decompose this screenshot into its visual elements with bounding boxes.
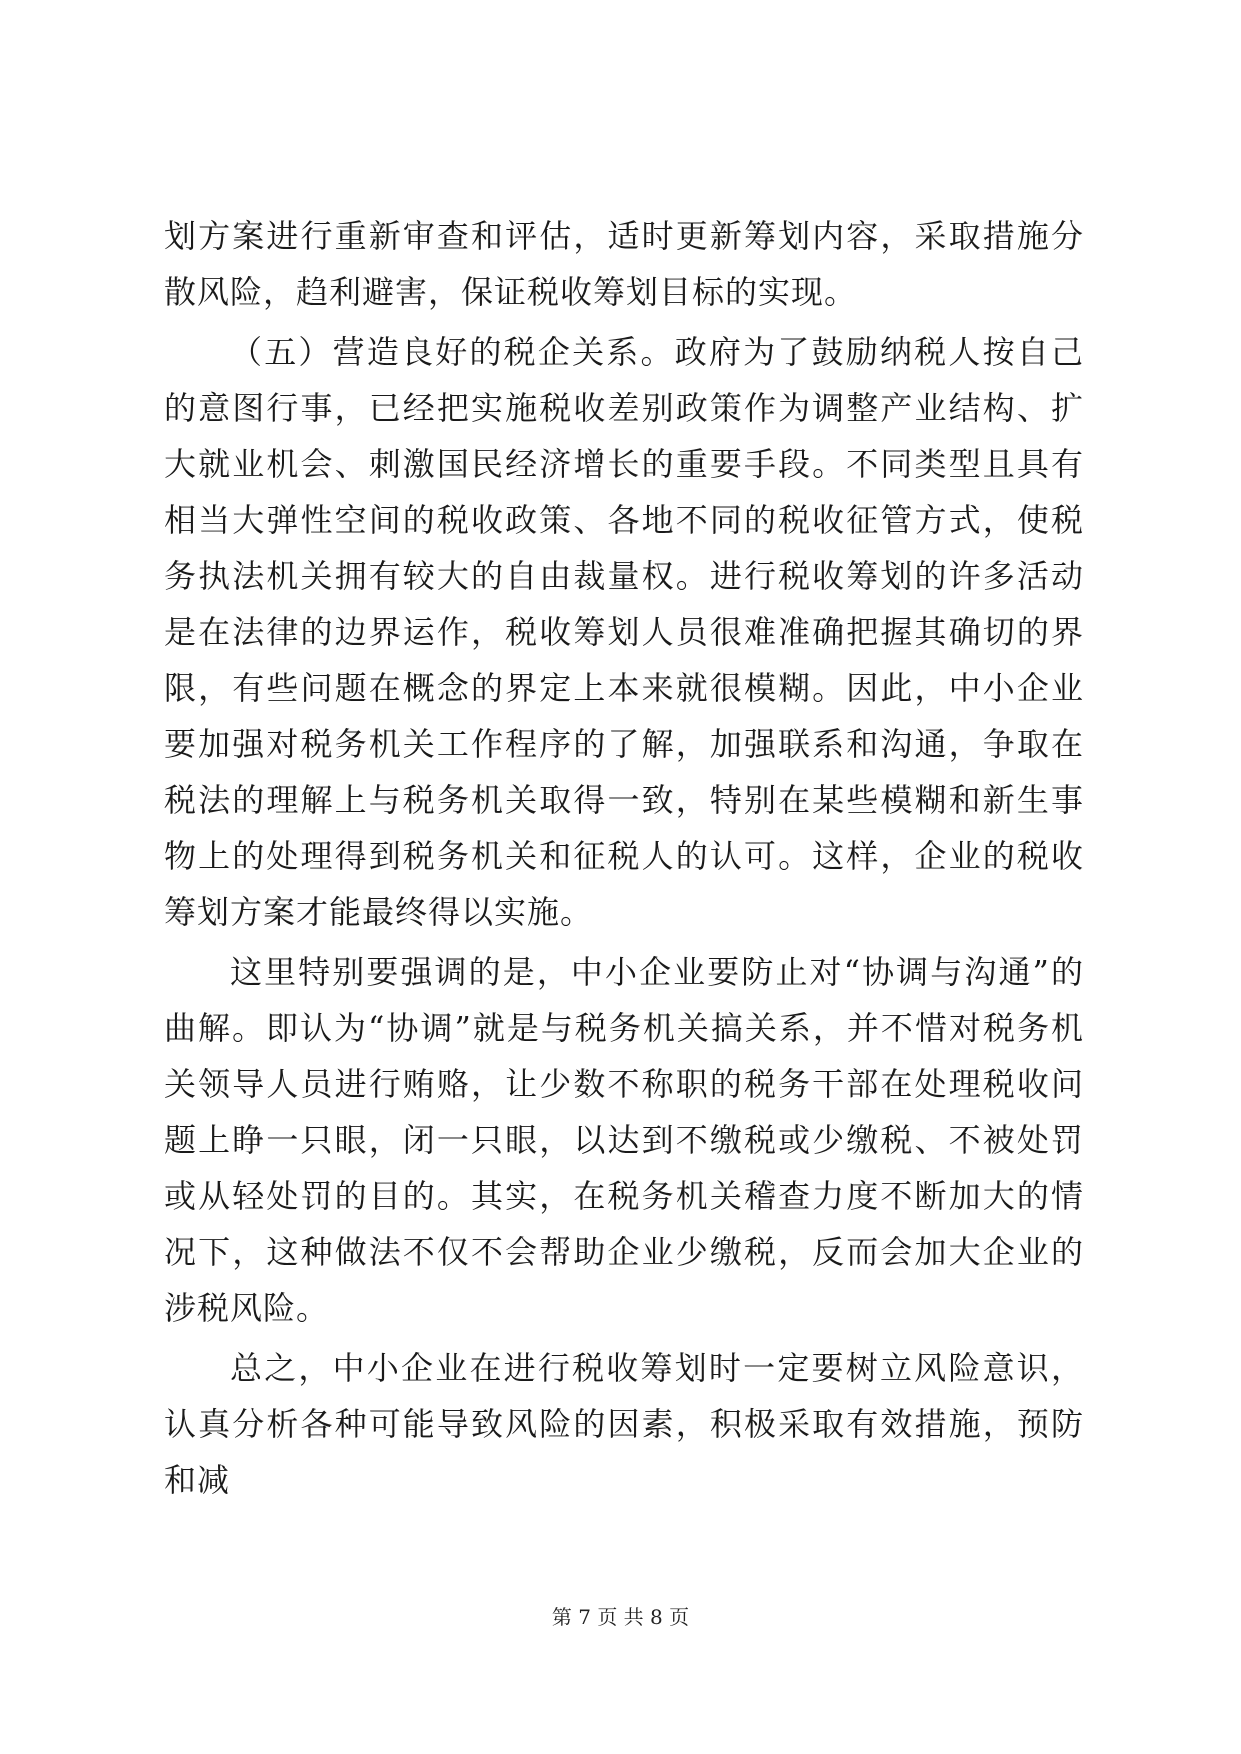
paragraph-conclusion: 总之，中小企业在进行税收筹划时一定要树立风险意识，认真分析各种可能导致风险的因素，积极采取有效措施，预防和减 (164, 1349, 1084, 1499)
paragraph-section-five: （五）营造良好的税企关系。政府为了鼓励纳税人按自己的意图行事，已经把实施税收差别政策作为调整产业结构、扩大就业机会、刺激国民经济增长的重要手段。不同类型且具有相当大弹性空间的税收政策、各地不同的税收征管方式，使税务执法机关拥有较大的自由裁量权。进行税收筹划的许多活动是在法律的边界运作，税收筹划人员很难准确把握其确切的界限，有些问题在概念的界定上本来就很模糊。因此，中小企业要加强对税务机关工作程序的了解，加强联系和沟通，争取在税法的理解上与税务机关取得一致，特别在某些模糊和新生事物上的处理得到税务机关和征税人的认可。这样，企业的税收筹划方案才能最终得以实施。 (164, 333, 1084, 931)
document-body (164, 208, 1084, 1508)
paragraph-continuation: 划方案进行重新审查和评估，适时更新筹划内容，采取措施分散风险，趋利避害，保证税收筹划目标的实现。 (164, 217, 1084, 311)
page-footer: 第 7 页 共 8 页 (551, 1605, 690, 1629)
paragraph-emphasis: 这里特别要强调的是，中小企业要防止对“协调与沟通”的曲解。即认为“协调”就是与税务机关搞关系，并不惜对税务机关领导人员进行贿赂，让少数不称职的税务干部在处理税收问题上睁一只眼，闭一只眼，以达到不缴税或少缴税、不被处罚或从轻处罚的目的。其实，在税务机关稽查力度不断加大的情况下，这种做法不仅不会帮助企业少缴税，反而会加大企业的涉税风险。 (164, 953, 1084, 1327)
